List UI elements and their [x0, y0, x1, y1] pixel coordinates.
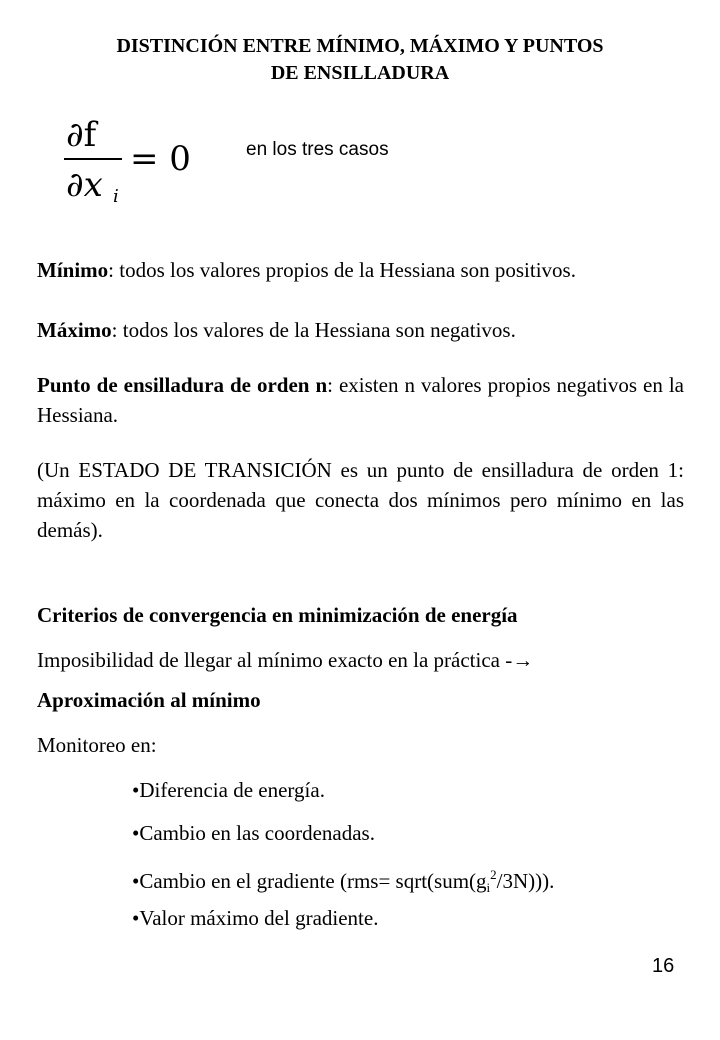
partial-derivative-equation [64, 112, 254, 212]
criterios-heading: Criterios de convergencia en minimización de energía [37, 603, 518, 627]
bullet-icon: • [132, 869, 140, 893]
maximo-text: : todos los valores de la Hessiana son negativos. [111, 318, 516, 342]
gradient-superscript: 2 [490, 867, 497, 882]
list-item-text: Valor máximo del gradiente. [139, 906, 379, 930]
minimo-text: : todos los valores propios de la Hessiana son positivos. [108, 258, 576, 282]
equation-index: i [113, 186, 119, 207]
gradient-text-suffix: /3N))). [496, 869, 555, 893]
page-title [0, 33, 720, 87]
equation-note: en los tres casos [246, 139, 389, 160]
list-item [132, 775, 325, 805]
aproximacion-line: Aproximación al mínimo [37, 688, 261, 712]
list-item-text: Diferencia de energía. [139, 778, 325, 802]
equation-rhs: = 0 [130, 139, 191, 179]
maximo-paragraph [37, 315, 684, 345]
imposibilidad-line [37, 645, 533, 675]
gradient-subscript: i [486, 880, 491, 895]
list-item [132, 860, 554, 903]
transicion-paragraph: (Un ESTADO DE TRANSICIÓN es un punto de ensilladura de orden 1: máximo en la coordenada que conecta dos mínimos pero mínimo en las demás). [37, 458, 684, 542]
minimo-term: Mínimo [37, 258, 109, 282]
punto-text: : existen n valores propios negativos en la Hessiana. [37, 373, 684, 427]
equation-numerator: ∂f [66, 115, 97, 155]
list-item [132, 818, 375, 848]
imposibilidad-text: Imposibilidad de llegar al mínimo exacto en la práctica - [37, 648, 513, 672]
minimo-paragraph [37, 255, 684, 285]
equation-denominator: ∂x [66, 165, 103, 205]
punto-paragraph [37, 370, 684, 430]
title-line-2: DE ENSILLADURA [270, 62, 450, 84]
arrow-icon: → [512, 648, 534, 672]
maximo-term: Máximo [37, 318, 112, 342]
punto-term: Punto de ensilladura de orden n [37, 373, 328, 397]
gradient-text-prefix: Cambio en el gradiente (rms= sqrt(sum(g [139, 869, 487, 893]
page-number: 16 [652, 955, 675, 977]
equation-graphic [64, 112, 254, 212]
bullet-icon: • [132, 906, 140, 930]
list-item [132, 903, 378, 933]
monitoreo-line: Monitoreo en: [37, 733, 157, 757]
bullet-icon: • [132, 821, 140, 845]
bullet-icon: • [132, 778, 140, 802]
list-item-text: Cambio en las coordenadas. [139, 821, 375, 845]
title-line-1: DISTINCIÓN ENTRE MÍNIMO, MÁXIMO Y PUNTOS [116, 35, 604, 57]
